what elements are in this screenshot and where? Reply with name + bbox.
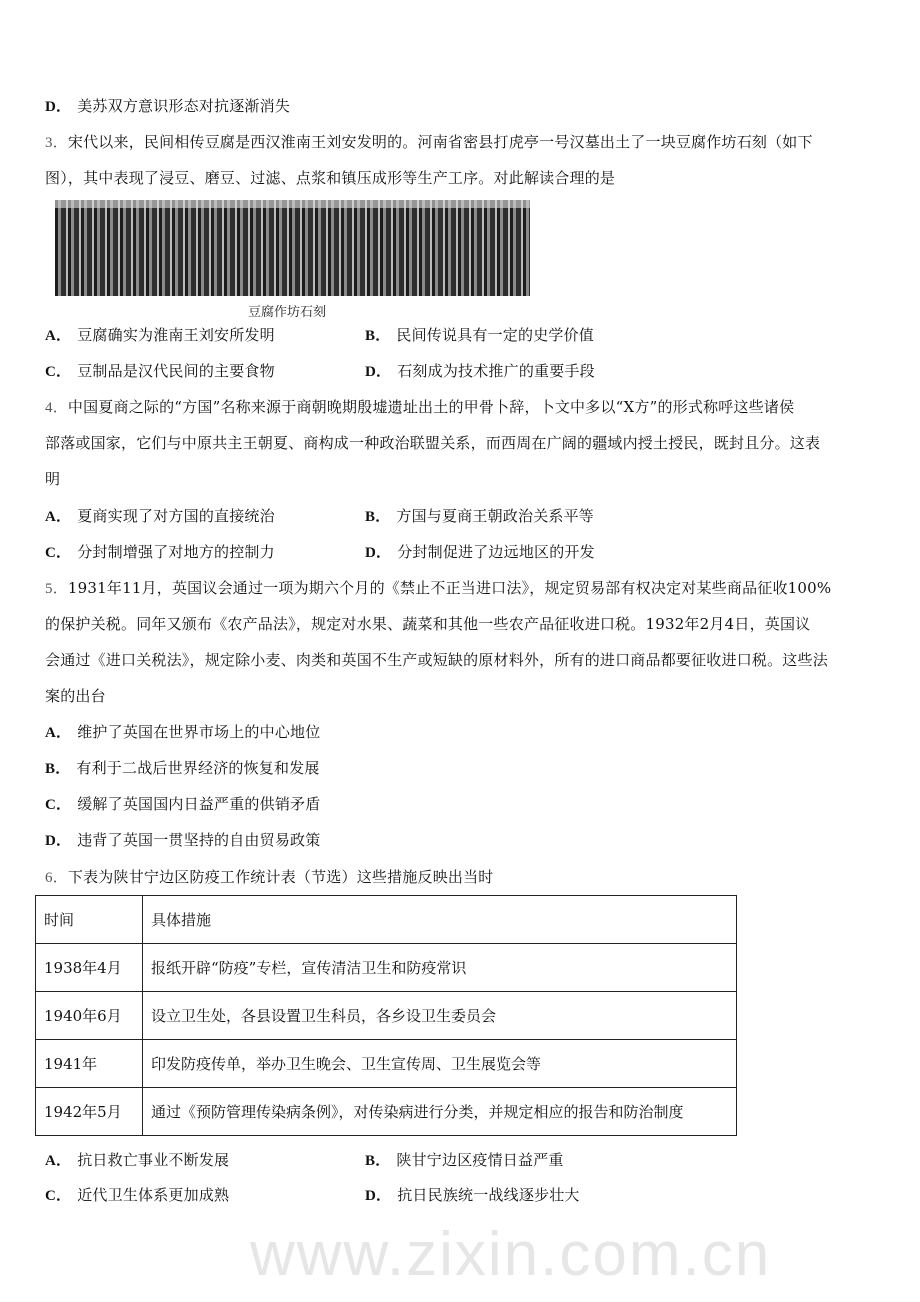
q6-option-a: A． 抗日救亡事业不断发展: [45, 1151, 230, 1169]
q3-option-b: B． 民间传说具有一定的史学价值: [365, 326, 595, 344]
tofu-workshop-stone-carving-image: [55, 200, 530, 296]
table-row: [36, 944, 737, 992]
cell-time: 1942年5月: [36, 1088, 143, 1136]
cell-measure: 印发防疫传单，举办卫生晚会、卫生宣传周、卫生展览会等: [143, 1040, 737, 1088]
table-row: [36, 992, 737, 1040]
q6-option-b: B． 陕甘宁边区疫情日益严重: [365, 1151, 564, 1169]
q3-stem-line-2: 图），其中表现了浸豆、磨豆、过滤、点浆和镇压成形等生产工序。对此解读合理的是: [45, 169, 616, 187]
q3-option-c: C． 豆制品是汉代民间的主要食物: [45, 362, 275, 380]
header-time: 时间: [36, 896, 143, 944]
figure-caption: 豆腐作坊石刻: [248, 305, 327, 320]
q5-stem-line-2: 的保护关税。同年又颁布《农产品法》，规定对水果、蔬菜和其他一些农产品征收进口税。1932年2月4日，英国议: [45, 615, 811, 633]
cell-measure: 报纸开辟“防疫”专栏，宣传清洁卫生和防疫常识: [143, 944, 737, 992]
cell-time: 1941年: [36, 1040, 143, 1088]
watermark: www.zixin.com.cn: [250, 1220, 772, 1289]
q5-stem-line-1: 5．1931年11月，英国议会通过一项为期六个月的《禁止不正当进口法》，规定贸易部有权决定对某些商品征收100%: [45, 579, 832, 597]
q6-stem: 6．下表为陕甘宁边区防疫工作统计表（节选）这些措施反映出当时: [45, 868, 494, 886]
q3-option-d: D． 石刻成为技术推广的重要手段: [365, 362, 595, 380]
cell-time: 1938年4月: [36, 944, 143, 992]
cell-measure: 通过《预防管理传染病条例》，对传染病进行分类，并规定相应的报告和防治制度: [143, 1088, 737, 1136]
q4-option-a: A． 夏商实现了对方国的直接统治: [45, 507, 275, 525]
epidemic-prevention-table: [35, 895, 737, 1136]
header-measures: 具体措施: [143, 896, 737, 944]
q5-option-b: B． 有利于二战后世界经济的恢复和发展: [45, 759, 320, 777]
q4-option-d: D． 分封制促进了边远地区的开发: [365, 543, 595, 561]
q3-stem-line-1: 3．宋代以来，民间相传豆腐是西汉淮南王刘安发明的。河南省密县打虎亭一号汉墓出土了一块豆腐作坊石刻（如下: [45, 133, 813, 151]
table-row: [36, 1088, 737, 1136]
q4-stem-line-2: 部落或国家，它们与中原共主王朝夏、商构成一种政治联盟关系，而西周在广阔的疆域内授土授民，既封且分。这表: [45, 434, 821, 452]
q6-option-c: C． 近代卫生体系更加成熟: [45, 1186, 230, 1204]
q4-option-c: C． 分封制增强了对地方的控制力: [45, 543, 275, 561]
q5-option-d: D． 违背了英国一贯坚持的自由贸易政策: [45, 831, 321, 849]
table-row: [36, 1040, 737, 1088]
q5-stem-line-4: 案的出台: [45, 687, 106, 705]
cell-measure: 设立卫生处，各县设置卫生科员，各乡设卫生委员会: [143, 992, 737, 1040]
q4-stem-line-1: 4．中国夏商之际的“方国”名称来源于商朝晚期殷墟遗址出土的甲骨卜辞，卜文中多以“X方”的形式称呼这些诸侯: [45, 398, 795, 416]
q3-option-a: A． 豆腐确实为淮南王刘安所发明: [45, 326, 275, 344]
q4-stem-line-3: 明: [45, 470, 61, 488]
table-header-row: [36, 896, 737, 944]
q6-option-d: D． 抗日民族统一战线逐步壮大: [365, 1186, 580, 1204]
cell-time: 1940年6月: [36, 992, 143, 1040]
q4-option-b: B． 方国与夏商王朝政治关系平等: [365, 507, 595, 525]
q2-option-d: D． 美苏双方意识形态对抗逐渐消失: [45, 97, 291, 115]
q5-option-a: A． 维护了英国在世界市场上的中心地位: [45, 723, 321, 741]
q5-option-c: C． 缓解了英国国内日益严重的供销矛盾: [45, 795, 321, 813]
q5-stem-line-3: 会通过《进口关税法》，规定除小麦、肉类和英国不生产或短缺的原材料外，所有的进口商品都要征收进口税。这些法: [45, 651, 828, 669]
